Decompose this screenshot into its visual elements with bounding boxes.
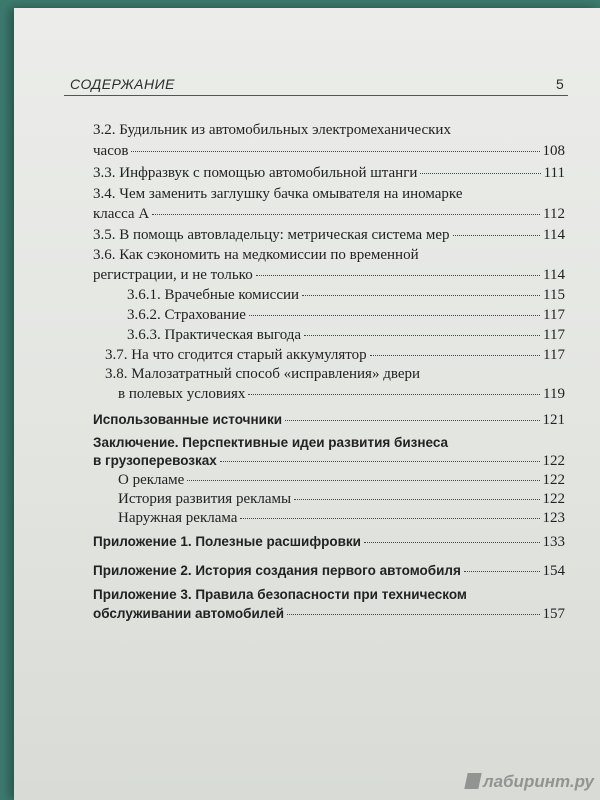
toc-page-number: 117 [543,327,565,343]
toc-page-number: 111 [543,165,565,181]
toc-page-number: 133 [542,534,565,550]
toc-entry-text: Использованные источники [93,412,282,427]
leader-dots [304,335,540,336]
toc-entry-conclusion [93,452,565,470]
toc-page-number: 119 [543,386,565,402]
running-header-title: СОДЕРЖАНИЕ [70,76,175,92]
leader-dots [220,461,540,462]
toc-page-number: 154 [542,563,565,579]
toc-entry-text: класса А [93,206,150,222]
book-page [14,8,600,800]
toc-entry-text: Приложение 2. История создания первого автомобиля [93,563,461,578]
leader-dots [453,235,541,236]
leader-dots [131,151,539,152]
toc-entry-text: часов [93,143,129,159]
leader-dots [294,499,539,500]
toc-entry-3-2-line1: 3.2. Будильник из автомобильных электромеханических [93,122,451,138]
toc-page-number: 122 [542,472,565,488]
toc-entry-3-7 [105,346,565,364]
toc-entry-3-4 [93,205,565,223]
leader-dots [370,355,540,356]
leader-dots [464,571,540,572]
toc-entry-text: в грузоперевозках [93,453,217,468]
toc-page-number: 122 [542,453,565,469]
toc-entry-text: Наружная реклама [118,510,238,526]
running-header-page-number: 5 [556,76,564,92]
toc-entry-conclusion-line1: Заключение. Перспективные идеи развития бизнеса [93,435,449,450]
toc-entry-3-4-line1: 3.4. Чем заменить заглушку бачка омывателя на иномарке [93,186,463,202]
toc-entry-3-6-3 [127,326,565,344]
toc-entry-text: О рекламе [118,472,185,488]
toc-entry-3-6-1 [127,286,565,304]
toc-page-number: 108 [542,143,565,159]
toc-entry-text: 3.3. Инфразвук с помощью автомобильной штанги [93,165,418,181]
leader-dots [187,480,539,481]
leader-dots [285,420,540,421]
leader-dots [420,173,540,174]
toc-entry-text: Приложение 1. Полезные расшифровки [93,534,361,549]
toc-entry-text: 3.6.1. Врачебные комиссии [127,287,300,303]
toc-entry-text: История развития рекламы [118,491,292,507]
toc-entry-3-6 [93,266,565,284]
toc-entry-3-6-line1: 3.6. Как сэкономить на медкомиссии по временной [93,247,419,263]
toc-entry-ads-history [118,490,565,508]
header-rule [64,95,568,96]
toc-entry-3-8-line1: 3.8. Малозатратный способ «исправления» двери [105,366,421,382]
toc-entry-text: 3.7. На что сгодится старый аккумулятор [105,347,367,363]
toc-entry-text: 3.5. В помощь автовладельцу: метрическая система мер [93,227,450,243]
leader-dots [287,614,539,615]
toc-entry-appendix-2 [93,562,565,580]
toc-page-number: 115 [543,287,565,303]
labirint-logo-icon [464,773,481,789]
toc-entry-text: в полевых условиях [118,386,246,402]
toc-page-number: 114 [543,227,565,243]
toc-entry-text: регистрации, и не только [93,267,253,283]
leader-dots [249,315,540,316]
toc-entry-text: 3.6.3. Практическая выгода [127,327,302,343]
toc-entry-appendix-1 [93,533,565,551]
toc-entry-3-2 [93,142,565,160]
toc-entry-outdoor-ads [118,509,565,527]
toc-page-number: 117 [543,307,565,323]
toc-page-number: 112 [543,206,565,222]
leader-dots [248,394,540,395]
toc-entry-3-3 [93,164,565,182]
toc-entry-about-ads [118,471,565,489]
toc-page-number: 123 [542,510,565,526]
toc-entry-sources [93,411,565,429]
toc-page-number: 114 [543,267,565,283]
toc-entry-3-5 [93,226,565,244]
leader-dots [302,295,540,296]
toc-entry-appendix-3 [93,605,565,623]
toc-page-number: 122 [542,491,565,507]
leader-dots [256,275,540,276]
toc-entry-3-6-2 [127,306,565,324]
toc-entry-appendix-3-line1: Приложение 3. Правила безопасности при техническом [93,587,467,602]
toc-entry-text: обслуживании автомобилей [93,606,285,621]
leader-dots [364,542,540,543]
toc-entry-text: 3.6.2. Страхование [127,307,246,323]
toc-entry-3-8 [118,385,565,403]
site-watermark [466,772,594,792]
toc-page-number: 157 [542,606,565,622]
watermark-text: лабиринт.ру [483,772,594,791]
leader-dots [240,518,539,519]
toc-page-number: 117 [543,347,565,363]
toc-page-number: 121 [542,412,565,428]
leader-dots [152,214,540,215]
